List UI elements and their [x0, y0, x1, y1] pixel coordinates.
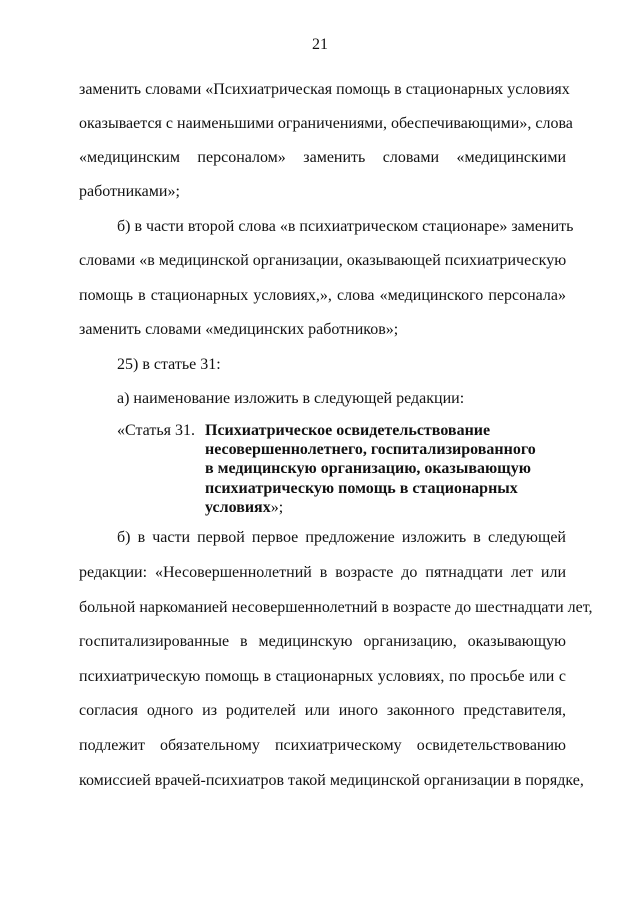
text-line: помощь в стационарных условиях,», слова «медицинского персонала»	[79, 287, 566, 304]
text-line: психиатрическую помощь в стационарных условиях, по просьбе или с	[79, 668, 566, 685]
text-line: комиссией врачей-психиатров такой медицинской организации в порядке,	[79, 772, 584, 789]
text-line: б) в части первой первое предложение изложить в следующей	[117, 529, 566, 546]
text-line: 25) в статье 31:	[117, 356, 221, 373]
text-line: подлежит обязательному психиатрическому освидетельствованию	[79, 737, 566, 754]
article-title-line: Психиатрическое освидетельствование	[205, 422, 491, 439]
article-label: «Статья 31.	[117, 422, 195, 439]
article-title	[205, 421, 575, 517]
article-title-line	[205, 498, 575, 517]
text-line: «медицинским персоналом» заменить словами «медицинскими	[79, 149, 566, 166]
article-title-line: в медицинскую организацию, оказывающую	[205, 460, 531, 478]
article-title-line: психиатрическую помощь в стационарных	[205, 479, 518, 497]
text-line: а) наименование изложить в следующей редакции:	[117, 390, 465, 407]
text-line: б) в части второй слова «в психиатрическом стационаре» заменить	[117, 218, 574, 235]
text-line: госпитализированные в медицинскую организацию, оказывающую	[79, 633, 566, 650]
text-line: согласия одного из родителей или иного законного представителя,	[79, 702, 566, 719]
page-number: 21	[312, 36, 328, 53]
article-title-last: условиях	[205, 498, 271, 516]
article-title-tail: »;	[270, 498, 284, 516]
text-line: заменить словами «медицинских работников»;	[79, 321, 399, 338]
text-line: больной наркоманией несовершеннолетний в возрасте до шестнадцати лет,	[79, 599, 593, 616]
text-line: оказывается с наименьшими ограничениями, обеспечивающими», слова	[79, 115, 573, 132]
text-line: словами «в медицинской организации, оказывающей психиатрическую	[79, 252, 567, 269]
article-title-line: несовершеннолетнего, госпитализированного	[205, 441, 536, 459]
text-line: заменить словами «Психиатрическая помощь в стационарных условиях	[79, 81, 570, 98]
text-line: работниками»;	[79, 183, 180, 200]
text-line: редакции: «Несовершеннолетний в возрасте до пятнадцати лет или	[79, 564, 566, 581]
